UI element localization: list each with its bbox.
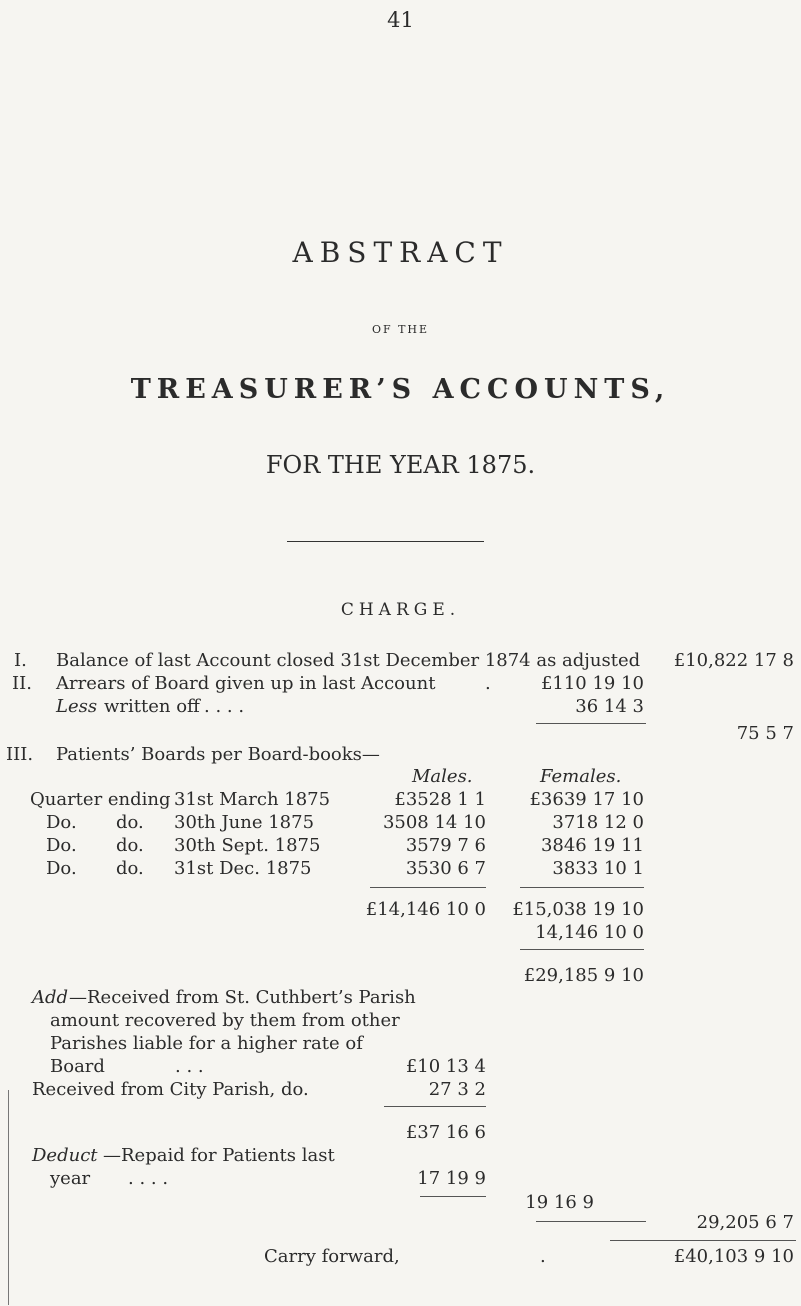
title-connector: OF THE bbox=[371, 323, 430, 336]
row-2-females: 3718 12 0 bbox=[552, 812, 644, 833]
item-1-text: Balance of last Account closed 31st December 1874 as adjusted bbox=[56, 650, 641, 671]
item-2-amount: £110 19 10 bbox=[540, 673, 644, 694]
section-3-total: 29,205 6 7 bbox=[696, 1212, 794, 1233]
item-2-text: Arrears of Board given up in last Account bbox=[56, 673, 436, 694]
less-label: Less bbox=[56, 696, 98, 717]
year-line: FOR THE YEAR 1875. bbox=[265, 451, 536, 479]
add-line-1: —Received from St. Cuthbert’s Parish bbox=[69, 987, 416, 1008]
add-rule bbox=[384, 1106, 486, 1107]
add-label: Add bbox=[32, 987, 69, 1008]
add-line-4-dots: . . . bbox=[175, 1056, 204, 1077]
row-1-females: £3639 17 10 bbox=[529, 789, 644, 810]
row-1-date: 31st March 1875 bbox=[174, 789, 331, 810]
carry-label: Carry forward, bbox=[264, 1246, 400, 1267]
deduct-line-1: —Repaid for Patients last bbox=[103, 1145, 335, 1166]
carry-dot: . bbox=[540, 1246, 546, 1267]
item-3-numeral: III. bbox=[6, 744, 34, 765]
row-3-date: 30th Sept. 1875 bbox=[174, 835, 321, 856]
carry-rule bbox=[610, 1240, 796, 1241]
less-amount: 36 14 3 bbox=[575, 696, 644, 717]
row-4-males: 3530 6 7 bbox=[405, 858, 486, 879]
add-line-5: Received from City Parish, do. bbox=[32, 1079, 309, 1100]
deduct-rule bbox=[420, 1196, 486, 1197]
add-net: 19 16 9 bbox=[525, 1192, 594, 1213]
females-rule bbox=[520, 887, 644, 888]
item-2-net: 75 5 7 bbox=[736, 723, 794, 744]
row-4-date: 31st Dec. 1875 bbox=[174, 858, 312, 879]
item-1-amount: £10,822 17 8 bbox=[673, 650, 794, 671]
row-2-males: 3508 14 10 bbox=[382, 812, 486, 833]
males-header: Males. bbox=[412, 766, 473, 787]
deduct-line-2-dots: . . . . bbox=[128, 1168, 169, 1189]
row-4-females: 3833 10 1 bbox=[552, 858, 644, 879]
add-line-4: Board bbox=[50, 1056, 105, 1077]
add-amount-1: £10 13 4 bbox=[405, 1056, 486, 1077]
row-4-label: Do. bbox=[46, 858, 77, 879]
males-total: £14,146 10 0 bbox=[365, 899, 486, 920]
row-3-do: do. bbox=[116, 835, 144, 856]
add-amount-2: 27 3 2 bbox=[428, 1079, 486, 1100]
page-edge-mark bbox=[8, 1090, 9, 1305]
males-carried: 14,146 10 0 bbox=[535, 922, 644, 943]
row-2-do: do. bbox=[116, 812, 144, 833]
page-number: 41 bbox=[387, 8, 414, 32]
item-2-dots: . bbox=[485, 673, 491, 694]
combined-total: £29,185 9 10 bbox=[523, 965, 644, 986]
item-2-numeral: II. bbox=[12, 673, 32, 694]
document-title: ABSTRACT bbox=[292, 236, 509, 269]
males-rule bbox=[370, 887, 486, 888]
add-subtotal: £37 16 6 bbox=[405, 1122, 486, 1143]
row-3-females: 3846 19 11 bbox=[540, 835, 644, 856]
combined-rule bbox=[520, 949, 644, 950]
section-3-rule bbox=[536, 1221, 646, 1222]
less-text: written off bbox=[104, 696, 200, 717]
title-divider bbox=[287, 541, 484, 542]
row-1-males: £3528 1 1 bbox=[394, 789, 486, 810]
item-3-text: Patients’ Boards per Board-books— bbox=[56, 744, 380, 765]
row-3-label: Do. bbox=[46, 835, 77, 856]
section-heading: CHARGE. bbox=[340, 600, 461, 620]
add-line-3: Parishes liable for a higher rate of bbox=[50, 1033, 363, 1054]
item-2-rule bbox=[536, 723, 646, 724]
females-header: Females. bbox=[540, 766, 622, 787]
add-line-2: amount recovered by them from other bbox=[50, 1010, 400, 1031]
row-2-date: 30th June 1875 bbox=[174, 812, 315, 833]
item-1-numeral: I. bbox=[14, 650, 27, 671]
row-3-males: 3579 7 6 bbox=[405, 835, 486, 856]
row-2-label: Do. bbox=[46, 812, 77, 833]
less-dots: . . . . bbox=[204, 696, 245, 717]
females-total: £15,038 19 10 bbox=[512, 899, 644, 920]
carry-amount: £40,103 9 10 bbox=[673, 1246, 794, 1267]
deduct-line-2: year bbox=[50, 1168, 91, 1189]
row-1-label: Quarter ending bbox=[30, 789, 171, 810]
deduct-amount: 17 19 9 bbox=[417, 1168, 486, 1189]
document-subtitle: TREASURER’S ACCOUNTS, bbox=[130, 374, 671, 405]
deduct-label: Deduct bbox=[32, 1145, 98, 1166]
row-4-do: do. bbox=[116, 858, 144, 879]
